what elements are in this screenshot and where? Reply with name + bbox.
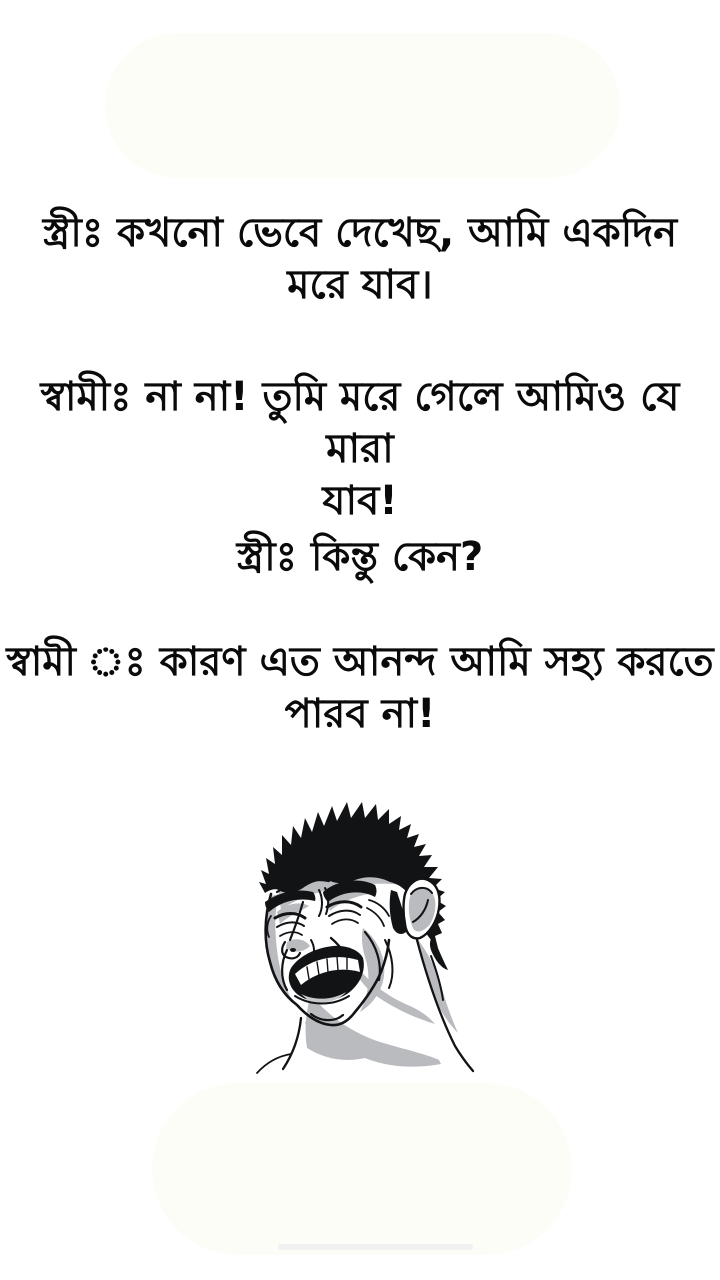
dialogue-text: যাব! [322,478,398,524]
neck-shade [306,994,441,1067]
faded-watermark-residue [278,1244,473,1250]
nose-shade [286,939,310,951]
eye-corner-wrinkle [367,908,384,926]
laughing-face-drawing [235,790,485,1075]
faded-watermark-top [105,33,620,178]
neck-left-line [283,1018,301,1069]
right-eye-crease [332,919,358,924]
left-eye-crease [277,922,304,927]
right-eye-crease [329,911,360,916]
dialogue-text: স্ত্রীঃ কখনো ভেবে দেখেছ, আমি একদিন [42,210,678,256]
dialogue-text: স্বামীঃ না না! তুমি মরে গেলে আমিও যে মারা [40,374,680,472]
dialogue-wife-1 [0,207,720,311]
yao-ming-laughing-face-illustration [235,790,485,1075]
dialogue-text: স্বামী ঃ কারণ এত আনন্দ আমি সহ্য করতে [6,639,714,685]
glabella-furrow [319,890,322,916]
cheek-crease [385,940,392,988]
dialogue-wife-2 [0,531,720,583]
dialogue-husband-2 [0,636,720,740]
dialogue-text: পারব না! [284,691,436,737]
faded-watermark-bottom [152,1083,572,1255]
dialogue-text: স্ত্রীঃ কিন্তু কেন? [236,534,484,580]
dialogue-husband-1 [0,371,720,527]
eye-corner-wrinkle [369,900,389,916]
nostril [290,948,296,952]
dialogue-text: মরে যাব। [287,262,433,308]
